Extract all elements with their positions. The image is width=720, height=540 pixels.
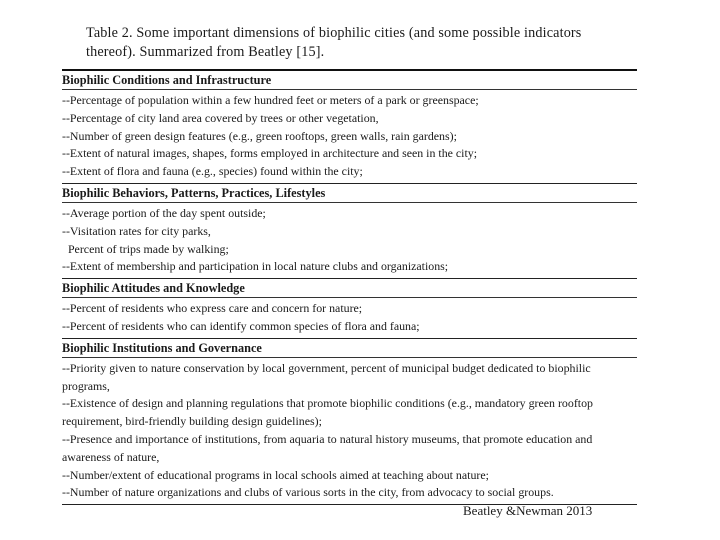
list-item: --Existence of design and planning regulations that promote biophilic conditions (e.g., mandatory green rooftop requirement, bird-friendly building design guidelines); — [62, 396, 593, 429]
list-item: --Percentage of population within a few hundred feet or meters of a park or greenspace; — [62, 93, 479, 107]
list-item: --Percent of residents who can identify common species of flora and fauna; — [62, 318, 420, 333]
list-item: --Presence and importance of institutions, from aquaria to natural history museums, that promote education and awareness of nature, — [62, 431, 593, 464]
list-item: Percent of trips made by walking; — [62, 241, 229, 256]
list-item: --Priority given to nature conservation by local government, percent of municipal budget dedicated to biophilic programs, — [62, 360, 591, 393]
source-citation: Beatley &Newman 2013 — [463, 503, 593, 518]
list-item: --Average portion of the day spent outside; — [62, 205, 266, 220]
list-item: --Percentage of city land area covered by trees or other vegetation, — [62, 110, 379, 125]
section-title: Biophilic Attitudes and Knowledge — [62, 281, 637, 298]
list-item: --Number of green design features (e.g., green rooftops, green walls, rain gardens); — [62, 128, 457, 143]
biophilic-dimensions-table — [62, 69, 637, 505]
list-item: --Extent of natural images, shapes, forms employed in architecture and seen in the city; — [62, 146, 478, 161]
list-item: --Extent of flora and fauna (e.g., species) found within the city; — [62, 164, 363, 179]
list-item: --Percent of residents who express care and concern for nature; — [62, 301, 363, 316]
section-attitudes-knowledge — [62, 278, 637, 338]
list-item: --Visitation rates for city parks, — [62, 223, 211, 238]
section-conditions-infrastructure — [62, 69, 637, 183]
section-title: Biophilic Behaviors, Patterns, Practices, Lifestyles — [62, 186, 637, 203]
section-title: Biophilic Institutions and Governance — [62, 341, 637, 358]
section-behaviors-lifestyles — [62, 183, 637, 278]
list-item: --Extent of membership and participation in local nature clubs and organizations; — [62, 259, 449, 274]
list-item: --Number of nature organizations and clubs of various sorts in the city, from advocacy to social groups. — [62, 485, 554, 500]
section-institutions-governance — [62, 338, 637, 505]
list-item: --Number/extent of educational programs in local schools aimed at teaching about nature; — [62, 467, 489, 482]
table-caption: Table 2. Some important dimensions of biophilic cities (and some possible indicators thereof). Summarized from Beatley [15]. — [86, 25, 582, 60]
section-title: Biophilic Conditions and Infrastructure — [62, 73, 637, 90]
